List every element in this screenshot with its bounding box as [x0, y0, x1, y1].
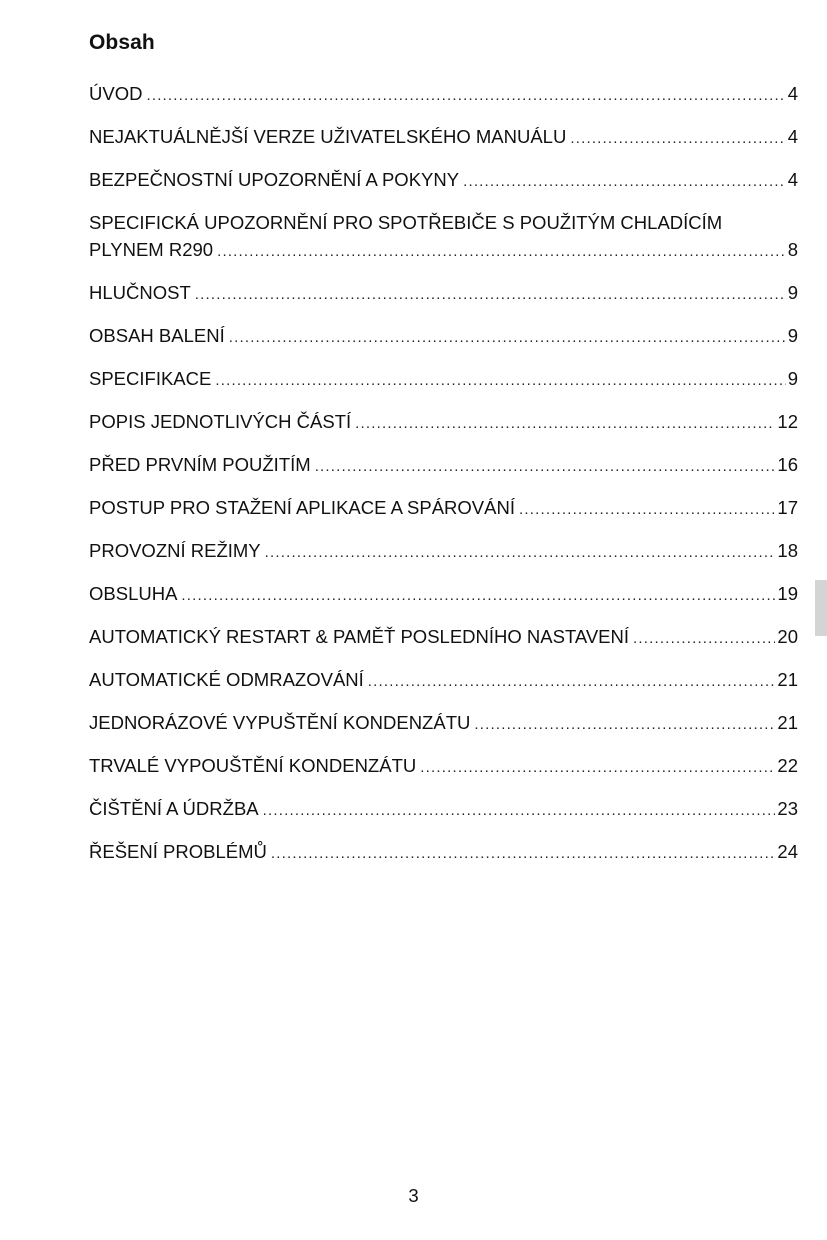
- toc-entry-label: OBSAH BALENÍ: [89, 325, 225, 346]
- toc-title: Obsah: [89, 31, 155, 54]
- toc-entry[interactable]: [89, 166, 798, 195]
- toc-entry-page: 9: [787, 325, 798, 346]
- toc-entry-label: JEDNORÁZOVÉ VYPUŠTĚNÍ KONDENZÁTU: [89, 712, 471, 733]
- toc-entry-page: 16: [777, 454, 798, 475]
- toc-entry-page: 9: [787, 368, 798, 389]
- toc-leader-dots: [519, 496, 775, 523]
- toc-leader-dots: [181, 582, 775, 609]
- toc-entry[interactable]: [89, 408, 798, 437]
- toc-entry-page: 4: [787, 126, 798, 147]
- toc-entry-page: 21: [777, 712, 798, 733]
- toc-entry-label: BEZPEČNOSTNÍ UPOZORNĚNÍ A POKYNY: [89, 169, 460, 190]
- toc-leader-dots: [215, 367, 785, 394]
- toc-leader-dots: [195, 281, 786, 308]
- toc-leader-dots: [217, 238, 786, 265]
- toc-entry-label: TRVALÉ VYPOUŠTĚNÍ KONDENZÁTU: [89, 755, 417, 776]
- toc-leader-dots: [420, 754, 775, 781]
- toc-leader-dots: [265, 539, 776, 566]
- toc-entry-page: 12: [777, 411, 798, 432]
- toc-entry[interactable]: [89, 580, 798, 609]
- toc-entry-label: OBSLUHA: [89, 583, 178, 604]
- toc-leader-dots: [271, 840, 776, 867]
- toc-entry-page: 19: [777, 583, 798, 604]
- toc-entry-page: 20: [777, 626, 798, 647]
- toc-entry-page: 9: [787, 282, 798, 303]
- toc-list: [89, 80, 798, 881]
- toc-entry-label: ÚVOD: [89, 83, 143, 104]
- toc-leader-dots: [368, 668, 776, 695]
- toc-entry-page: 4: [787, 169, 798, 190]
- toc-entry-page: 8: [787, 239, 798, 260]
- toc-entry[interactable]: [89, 666, 798, 695]
- toc-entry[interactable]: [89, 795, 798, 824]
- toc-entry-label: POSTUP PRO STAŽENÍ APLIKACE A SPÁROVÁNÍ: [89, 497, 515, 518]
- toc-entry-label: AUTOMATICKÉ ODMRAZOVÁNÍ: [89, 669, 364, 690]
- toc-entry-page: 24: [777, 841, 798, 862]
- toc-entry[interactable]: [89, 838, 798, 867]
- toc-leader-dots: [263, 797, 776, 824]
- toc-entry[interactable]: [89, 123, 798, 152]
- toc-leader-dots: [355, 410, 775, 437]
- toc-entry-label: POPIS JEDNOTLIVÝCH ČÁSTÍ: [89, 411, 352, 432]
- toc-entry[interactable]: [89, 209, 798, 265]
- toc-leader-dots: [229, 324, 786, 351]
- toc-entry[interactable]: [89, 537, 798, 566]
- toc-entry[interactable]: [89, 279, 798, 308]
- toc-entry-label: NEJAKTUÁLNĚJŠÍ VERZE UŽIVATELSKÉHO MANUÁLU: [89, 126, 567, 147]
- toc-entry-page: 4: [787, 83, 798, 104]
- toc-entry[interactable]: [89, 709, 798, 738]
- toc-entry-label: AUTOMATICKÝ RESTART & PAMĚŤ POSLEDNÍHO NASTAVENÍ: [89, 626, 630, 647]
- toc-entry[interactable]: [89, 623, 798, 652]
- toc-leader-dots: [570, 125, 785, 152]
- toc-entry[interactable]: [89, 322, 798, 351]
- toc-entry-page: 23: [777, 798, 798, 819]
- toc-entry-label: ŘEŠENÍ PROBLÉMŮ: [89, 841, 267, 862]
- toc-entry-page: 22: [777, 755, 798, 776]
- toc-entry[interactable]: [89, 365, 798, 394]
- toc-leader-dots: [315, 453, 776, 480]
- toc-entry-label: SPECIFIKACE: [89, 368, 212, 389]
- toc-entry-label: PLYNEM R290: [89, 239, 214, 260]
- toc-leader-dots: [146, 82, 785, 109]
- toc-entry-label: PROVOZNÍ REŽIMY: [89, 540, 261, 561]
- toc-entry-page: 17: [777, 497, 798, 518]
- toc-entry-label: HLUČNOST: [89, 282, 191, 303]
- toc-entry-label: ČIŠTĚNÍ A ÚDRŽBA: [89, 798, 259, 819]
- toc-entry[interactable]: [89, 494, 798, 523]
- toc-entry[interactable]: [89, 752, 798, 781]
- toc-leader-dots: [633, 625, 775, 652]
- toc-entry[interactable]: [89, 80, 798, 109]
- toc-entry-page: 21: [777, 669, 798, 690]
- toc-leader-dots: [463, 168, 786, 195]
- toc-entry-label-line1: SPECIFICKÁ UPOZORNĚNÍ PRO SPOTŘEBIČE S POUŽITÝM CHLADÍCÍM: [89, 212, 723, 233]
- toc-entry-label: PŘED PRVNÍM POUŽITÍM: [89, 454, 311, 475]
- toc-entry-page: 18: [777, 540, 798, 561]
- toc-entry[interactable]: [89, 451, 798, 480]
- side-thumb-tab: [815, 580, 827, 636]
- toc-leader-dots: [474, 711, 775, 738]
- page-number: 3: [408, 1185, 419, 1206]
